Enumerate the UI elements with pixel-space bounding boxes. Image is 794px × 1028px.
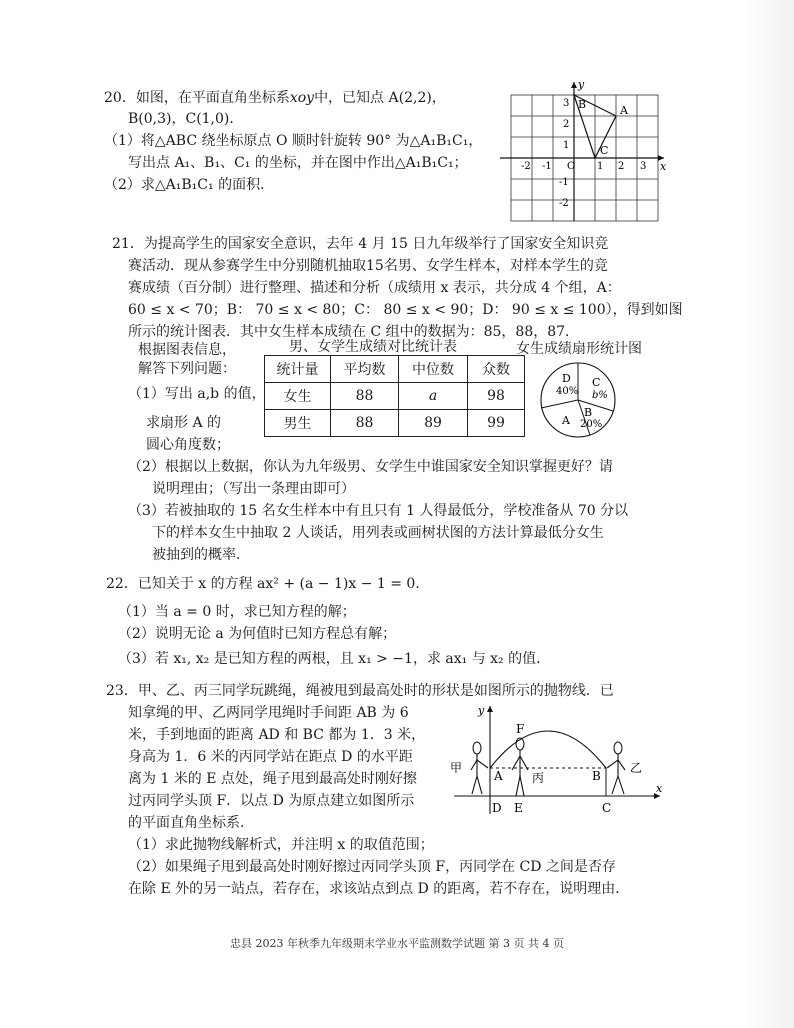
page-footer: 忠县 2023 年秋季九年级期末学业水平监测数学试题 第 3 页 共 4 页 bbox=[230, 937, 564, 950]
q20-part1a: （1）将△ABC 绕坐标原点 O 顺时针旋转 90° 为△A₁B₁C₁， bbox=[104, 133, 483, 149]
pie-pct-c: b% bbox=[592, 390, 608, 401]
q20-ytick: -2 bbox=[559, 198, 569, 209]
q23-point-d-label: D bbox=[492, 801, 502, 815]
q23-line: 的平面直角坐标系． bbox=[128, 815, 254, 831]
q20-x-label: x bbox=[660, 160, 667, 173]
q20-ytick: 1 bbox=[563, 140, 570, 151]
table-header-cell: 平均数 bbox=[331, 356, 399, 383]
q23-line: 在除 E 外的另一站点，若存在，求该站点到点 D 的距离，若不存在，说明理由． bbox=[128, 881, 630, 897]
q23-point-b-label: B bbox=[592, 769, 601, 783]
q21-table-title: 男、女学生成绩对比统计表 bbox=[289, 339, 457, 355]
q21-intro-2: 解答下列问题： bbox=[138, 361, 236, 377]
q23-point-f-label: F bbox=[516, 722, 525, 736]
q23-line: 过丙同学头顶 F．以点 D 为原点建立如图所示 bbox=[128, 793, 415, 809]
q23-person-jia-label: 甲 bbox=[450, 761, 463, 775]
q21-q3c: 被抽到的概率． bbox=[152, 547, 250, 563]
table-cell: a bbox=[399, 383, 468, 410]
q21-q1a: （1）写出 a,b 的值， bbox=[128, 386, 266, 402]
table-header-row bbox=[265, 356, 525, 383]
q23-x-label: x bbox=[656, 782, 663, 795]
q22-stem: 22．已知关于 x 的方程 ax² + (a − 1)x − 1 = 0． bbox=[106, 576, 430, 592]
q20-xtick: 1 bbox=[597, 161, 604, 172]
q23-line: 离为 1 米的 E 点处，绳子甩到最高处时刚好擦 bbox=[128, 771, 417, 787]
q21-q1b: 求扇形 A 的 bbox=[146, 415, 222, 431]
table-cell: 女生 bbox=[265, 383, 331, 410]
q20-ytick: 2 bbox=[563, 119, 570, 130]
pie-label-d: D bbox=[562, 372, 571, 385]
q20-stem-var: xoy bbox=[289, 90, 315, 106]
q20-xtick: 2 bbox=[618, 161, 625, 172]
q21-q3a: （3）若被抽取的 15 名女生样本中有且只有 1 人得最低分，学校准备从 70 分以 bbox=[128, 503, 629, 519]
q23-line: 23．甲、乙、丙三同学玩跳绳，绳被甩到最高处时的形状是如图所示的抛物线．已 bbox=[106, 683, 614, 699]
q23-line: （2）如果绳子甩到最高处时刚好擦过丙同学头顶 F，丙同学在 CD 之间是否存 bbox=[128, 859, 616, 875]
pie-label-a: A bbox=[562, 414, 570, 427]
q23-y-label: y bbox=[478, 704, 485, 717]
table-cell: 88 bbox=[331, 383, 399, 410]
q21-line: 赛活动．现从参赛学生中分别随机抽取15名男、女学生样本，对样本学生的竞 bbox=[128, 258, 608, 274]
q20-grid-figure bbox=[500, 78, 670, 228]
q21-q1c: 圆心角度数； bbox=[146, 437, 230, 453]
table-row bbox=[265, 410, 525, 437]
pie-pct-d: 40% bbox=[556, 386, 579, 397]
q20-point-c-label: C bbox=[600, 144, 609, 157]
q21-line: 赛成绩（百分制）进行整理、描述和分析（成绩用 x 表示，共分成 4 个组，A： bbox=[128, 280, 621, 296]
table-header-cell: 统计量 bbox=[265, 356, 331, 383]
q21-q2b: 说明理由；（写出一条理由即可） bbox=[152, 481, 355, 497]
q23-line: 身高为 1．6 米的丙同学站在距点 D 的水平距 bbox=[128, 749, 413, 765]
table-cell: 98 bbox=[468, 383, 525, 410]
q20-xtick: -1 bbox=[542, 161, 552, 172]
q20-xtick: 3 bbox=[640, 161, 647, 172]
q21-comparison-table bbox=[264, 355, 525, 437]
q23-person-bing-label: 丙 bbox=[532, 771, 545, 785]
pie-label-b: B bbox=[584, 406, 593, 419]
q20-point-a-label: A bbox=[620, 104, 628, 117]
q20-stem-line2: B(0,3)，C(1,0)． bbox=[128, 111, 244, 127]
q21-q3b: 下的样本女生中抽取 2 人谈话，用列表或画树状图的方法计算最低分女生 bbox=[152, 525, 604, 541]
q20-point-b-label: B bbox=[578, 98, 587, 111]
q20-ytick: 3 bbox=[563, 98, 570, 109]
table-cell: 89 bbox=[399, 410, 468, 437]
scan-edge-shadow bbox=[740, 0, 794, 1028]
table-header-cell: 众数 bbox=[468, 356, 525, 383]
q20-y-label: y bbox=[578, 78, 585, 91]
q20-part2: （2）求△A₁B₁C₁ 的面积． bbox=[104, 177, 275, 193]
table-cell: 男生 bbox=[265, 410, 331, 437]
table-cell: 88 bbox=[331, 410, 399, 437]
pie-label-c: C bbox=[592, 376, 601, 389]
q21-pie-title: 女生成绩扇形统计图 bbox=[516, 341, 642, 357]
q20-stem-tail: 中，已知点 A(2,2)， bbox=[314, 90, 446, 106]
q21-pie-chart bbox=[538, 360, 618, 440]
q23-point-e-label: E bbox=[514, 801, 523, 815]
q20-stem-text: 20．如图，在平面直角坐标系 bbox=[104, 90, 290, 106]
q23-line: 米，手到地面的距离 AD 和 BC 都为 1．3 米， bbox=[128, 727, 426, 743]
q20-part1b: 写出点 A₁、B₁、C₁ 的坐标，并在图中作出△A₁B₁C₁； bbox=[128, 155, 468, 171]
q20-xtick: -2 bbox=[521, 161, 531, 172]
pie-pct-b: 20% bbox=[580, 419, 603, 430]
q22-part3: （3）若 x₁, x₂ 是已知方程的两根，且 x₁ > −1，求 ax₁ 与 x₂ 的值． bbox=[118, 651, 551, 667]
q23-line: （1）求此抛物线解析式，并注明 x 的取值范围； bbox=[128, 837, 434, 853]
q23-parabola-figure bbox=[444, 700, 670, 822]
q21-intro-1: 根据图表信息， bbox=[138, 342, 236, 358]
table-row bbox=[265, 383, 525, 410]
q21-line: 60 ≤ x < 70；B： 70 ≤ x < 80；C： 80 ≤ x < 90；D： 90 ≤ x ≤ 100），得到如图 bbox=[128, 302, 683, 318]
q23-person-yi-label: 乙 bbox=[630, 761, 643, 775]
q23-point-a-label: A bbox=[494, 769, 503, 783]
q20-stem-line1 bbox=[104, 90, 446, 106]
q23-point-c-label: C bbox=[602, 801, 612, 815]
table-header-cell: 中位数 bbox=[399, 356, 468, 383]
q20-origin-label: O bbox=[567, 161, 576, 172]
q22-part2: （2）说明无论 a 为何值时已知方程总有解； bbox=[118, 626, 397, 642]
q21-q2a: （2）根据以上数据，你认为九年级男、女学生中谁国家安全知识掌握更好？请 bbox=[128, 459, 613, 475]
table-cell: 99 bbox=[468, 410, 525, 437]
q22-part1: （1）当 a = 0 时，求已知方程的解； bbox=[118, 604, 356, 620]
q20-ytick: -1 bbox=[559, 177, 569, 188]
q21-line: 21．为提高学生的国家安全意识，去年 4 月 15 日九年级举行了国家安全知识竞 bbox=[112, 236, 609, 252]
q23-line: 知拿绳的甲、乙两同学甩绳时手间距 AB 为 6 bbox=[128, 705, 409, 721]
q21-line: 所示的统计图表．其中女生样本成绩在 C 组中的数据为：85，88，87． bbox=[128, 324, 580, 340]
